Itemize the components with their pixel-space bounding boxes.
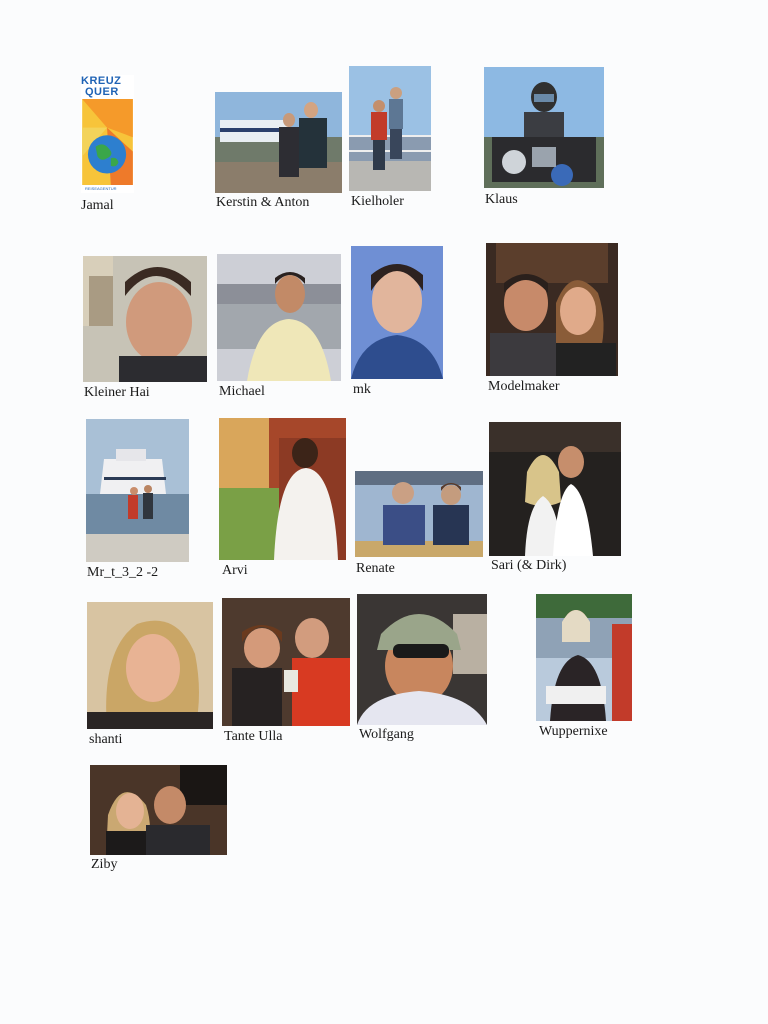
member-caption: Modelmaker	[488, 379, 560, 394]
member-photo	[486, 243, 618, 376]
member-caption: Sari (& Dirk)	[491, 558, 567, 573]
member-photo	[217, 254, 341, 381]
member-caption: Tante Ulla	[224, 729, 283, 744]
member-photo	[536, 594, 632, 721]
logo-line1: KREUZ	[81, 75, 122, 87]
member-photo	[357, 594, 487, 725]
member-photo	[351, 246, 443, 379]
member-caption: Renate	[356, 561, 395, 576]
member-caption: Michael	[219, 384, 265, 399]
member-photo	[87, 602, 213, 729]
member-caption: Kielholer	[351, 194, 404, 209]
member-photo	[355, 471, 483, 557]
member-caption: Wuppernixe	[539, 724, 608, 739]
logo-line3: REISEAGENTUR	[85, 186, 117, 191]
member-caption: Kleiner Hai	[84, 385, 150, 400]
member-photo	[484, 67, 604, 188]
logo-image	[81, 75, 134, 193]
member-caption: mk	[353, 382, 371, 397]
member-caption: Ziby	[91, 857, 118, 872]
member-photo	[222, 598, 350, 726]
member-photo	[83, 256, 207, 382]
member-photo	[219, 418, 346, 560]
member-photo	[489, 422, 621, 556]
member-caption: Mr_t_3_2 -2	[87, 565, 159, 580]
member-caption: Klaus	[485, 192, 518, 207]
logo-line2: QUER	[85, 86, 119, 98]
member-caption: Jamal	[81, 198, 114, 213]
member-caption: Wolfgang	[359, 727, 414, 742]
member-photo	[86, 419, 189, 562]
member-photo	[349, 66, 431, 191]
sun-globe-icon	[81, 99, 134, 185]
member-caption: Kerstin & Anton	[216, 195, 310, 210]
member-caption: Arvi	[222, 563, 248, 578]
member-caption: shanti	[89, 732, 123, 747]
member-photo	[215, 92, 342, 193]
member-photo	[90, 765, 227, 855]
